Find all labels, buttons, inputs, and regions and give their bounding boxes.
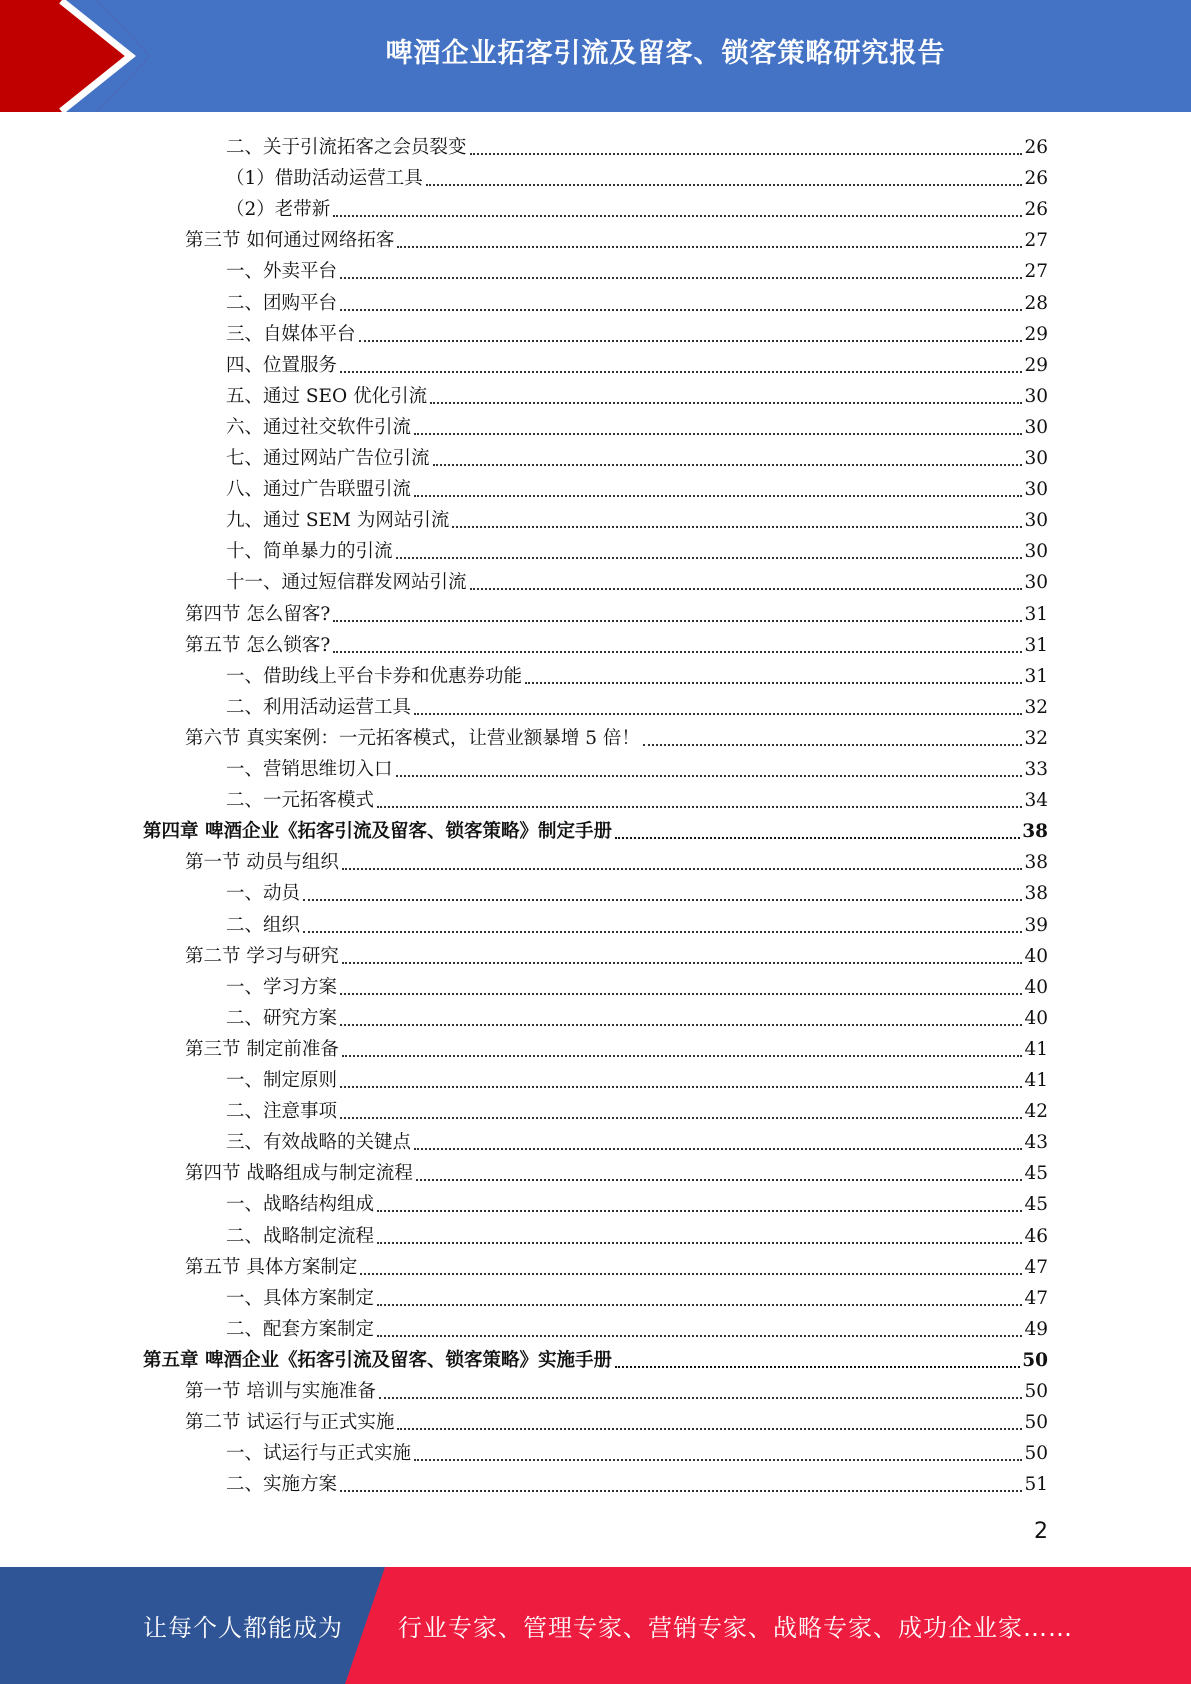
toc-entry-page: 26: [1024, 168, 1048, 190]
toc-entry-title: 一、外卖平台: [226, 261, 338, 283]
toc-entry-title: 二、组织: [226, 914, 301, 936]
toc-entry-page: 50: [1024, 1412, 1048, 1434]
toc-dot-leader: [342, 962, 1023, 964]
toc-dot-leader: [342, 1055, 1023, 1057]
toc-entry-title: 一、战略结构组成: [226, 1194, 375, 1216]
toc-entry-page: 45: [1024, 1194, 1048, 1216]
toc-entry-title: 三、有效战略的关键点: [226, 1132, 412, 1154]
toc-dot-leader: [333, 215, 1022, 217]
toc-entry-title: 一、制定原则: [226, 1070, 338, 1091]
toc-dot-leader: [615, 1366, 1020, 1368]
toc-dot-leader: [396, 557, 1023, 559]
toc-subsection-entry[interactable]: [226, 906, 1048, 937]
toc-entry-title: 第一节 培训与实施准备: [185, 1381, 376, 1402]
toc-dot-leader: [414, 495, 1022, 497]
toc-entry-page: 42: [1024, 1101, 1048, 1123]
toc-entry-title: 二、配套方案制定: [226, 1318, 375, 1340]
toc-subsection-entry[interactable]: [226, 1465, 1048, 1496]
toc-entry-page: 34: [1024, 790, 1048, 812]
toc-subsection-entry[interactable]: [226, 284, 1048, 315]
toc-dot-leader: [377, 1304, 1022, 1306]
page-footer: [0, 1567, 1191, 1684]
toc-dot-leader: [377, 1242, 1022, 1244]
toc-subsection-entry[interactable]: [226, 190, 1048, 221]
toc-dot-leader: [470, 153, 1023, 155]
toc-section-entry[interactable]: [185, 1248, 1048, 1279]
toc-entry-title: 五、通过 SEO 优化引流: [226, 385, 428, 407]
toc-entry-title: 十、简单暴力的引流: [226, 541, 393, 563]
toc-dot-leader: [340, 1086, 1022, 1088]
toc-subsection-entry[interactable]: [226, 252, 1048, 283]
toc-entry-page: 30: [1024, 541, 1048, 563]
toc-entry-title: 一、借助线上平台卡券和优惠券功能: [226, 665, 523, 687]
toc-entry-page: 49: [1024, 1318, 1048, 1340]
toc-entry-page: 39: [1024, 914, 1048, 936]
toc-entry-title: 一、动员: [226, 883, 301, 905]
toc-entry-title: 第二节 学习与研究: [185, 945, 339, 967]
toc-subsection-entry[interactable]: [226, 874, 1048, 905]
toc-entry-page: 40: [1024, 1007, 1048, 1029]
toc-dot-leader: [340, 993, 1022, 995]
toc-subsection-entry[interactable]: [226, 377, 1048, 408]
toc-entry-title: 三、自媒体平台: [226, 323, 356, 345]
toc-entry-page: 28: [1024, 292, 1048, 314]
toc-entry-title: 二、实施方案: [226, 1474, 338, 1496]
toc-chapter-entry[interactable]: [143, 812, 1048, 843]
toc-entry-page: 30: [1024, 416, 1048, 438]
toc-dot-leader: [430, 402, 1022, 404]
toc-entry-title: 二、注意事项: [226, 1101, 338, 1123]
toc-chapter-entry[interactable]: [143, 1341, 1048, 1372]
toc-dot-leader: [396, 775, 1023, 777]
toc-entry-page: 47: [1024, 1256, 1048, 1278]
header-title: 啤酒企业拓客引流及留客、锁客策略研究报告: [385, 37, 946, 69]
toc-entry-page: 30: [1024, 572, 1048, 594]
toc-subsection-entry[interactable]: [226, 501, 1048, 532]
toc-entry-page: 41: [1024, 1070, 1048, 1091]
toc-dot-leader: [414, 713, 1022, 715]
header-red-arrow-logo: [0, 0, 155, 112]
toc-dot-leader: [340, 1117, 1022, 1119]
toc-entry-title: 第三节 如何通过网络拓客: [185, 230, 395, 252]
toc-entry-page: 41: [1024, 1038, 1048, 1060]
toc-entry-page: 38: [1022, 821, 1048, 843]
toc-dot-leader: [377, 806, 1022, 808]
footer-slogan-right: 行业专家、管理专家、营销专家、战略专家、成功企业家……: [398, 1614, 1073, 1642]
toc-entry-title: 第五节 怎么锁客?: [185, 634, 331, 656]
toc-section-entry[interactable]: [185, 719, 1048, 750]
toc-subsection-entry[interactable]: [226, 532, 1048, 563]
toc-dot-leader: [615, 837, 1020, 839]
toc-dot-leader: [359, 340, 1023, 342]
toc-subsection-entry[interactable]: [226, 346, 1048, 377]
toc-entry-page: 38: [1024, 852, 1048, 874]
toc-entry-page: 38: [1024, 883, 1048, 905]
toc-entry-title: 一、具体方案制定: [226, 1287, 375, 1309]
toc-entry-title: 四、位置服务: [226, 354, 338, 376]
toc-subsection-entry[interactable]: [226, 159, 1048, 190]
toc-entry-title: 一、营销思维切入口: [226, 759, 393, 780]
toc-dot-leader: [340, 309, 1022, 311]
toc-dot-leader: [340, 371, 1022, 373]
toc-subsection-entry[interactable]: [226, 1092, 1048, 1123]
toc-dot-leader: [414, 1148, 1022, 1150]
toc-dot-leader: [303, 899, 1022, 901]
toc-entry-title: 二、利用活动运营工具: [226, 696, 412, 718]
toc-entry-title: 第六节 真实案例：一元拓客模式，让营业额暴增 5 倍！: [185, 727, 640, 749]
page-number: 2: [1034, 1519, 1048, 1544]
toc-subsection-entry[interactable]: [226, 750, 1048, 781]
toc-subsection-entry[interactable]: [226, 1279, 1048, 1310]
toc-entry-page: 30: [1024, 385, 1048, 407]
toc-section-entry[interactable]: [185, 595, 1048, 626]
toc-section-entry[interactable]: [185, 1372, 1048, 1403]
toc-dot-leader: [397, 1428, 1022, 1430]
toc-dot-leader: [416, 1179, 1023, 1181]
toc-entry-page: 26: [1024, 199, 1048, 221]
toc-entry-title: 八、通过广告联盟引流: [226, 479, 412, 501]
toc-subsection-entry[interactable]: [226, 781, 1048, 812]
toc-entry-page: 50: [1022, 1349, 1048, 1371]
toc-dot-leader: [414, 1459, 1022, 1461]
toc-dot-leader: [397, 246, 1022, 248]
toc-subsection-entry[interactable]: [226, 408, 1048, 439]
toc-dot-leader: [377, 1210, 1022, 1212]
toc-dot-leader: [340, 277, 1022, 279]
toc-entry-title: 第三节 制定前准备: [185, 1038, 339, 1060]
toc-entry-page: 33: [1024, 759, 1048, 780]
toc-entry-page: 51: [1024, 1474, 1048, 1496]
toc-entry-page: 50: [1024, 1443, 1048, 1465]
toc-entry-page: 30: [1024, 510, 1048, 532]
toc-section-entry[interactable]: [185, 937, 1048, 968]
toc-entry-page: 50: [1024, 1381, 1048, 1402]
toc-entry-page: 31: [1024, 665, 1048, 687]
toc-entry-page: 47: [1024, 1287, 1048, 1309]
toc-entry-page: 31: [1024, 634, 1048, 656]
toc-subsection-entry[interactable]: [226, 315, 1048, 346]
toc-dot-leader: [333, 651, 1022, 653]
toc-subsection-entry[interactable]: [226, 128, 1048, 159]
toc-subsection-entry[interactable]: [226, 657, 1048, 688]
toc-dot-leader: [379, 1397, 1023, 1399]
toc-dot-leader: [360, 1273, 1022, 1275]
toc-entry-title: 二、团购平台: [226, 292, 338, 314]
toc-entry-title: 六、通过社交软件引流: [226, 416, 412, 438]
toc-dot-leader: [426, 184, 1023, 186]
toc-entry-page: 31: [1024, 603, 1048, 625]
toc-entry-page: 29: [1024, 354, 1048, 376]
toc-entry-page: 46: [1024, 1225, 1048, 1247]
toc-dot-leader: [414, 433, 1022, 435]
toc-entry-title: 第二节 试运行与正式实施: [185, 1412, 395, 1434]
toc-entry-title: 二、关于引流拓客之会员裂变: [226, 137, 467, 158]
toc-entry-title: （1）借助活动运营工具: [226, 168, 423, 190]
toc-entry-title: 第四节 战略组成与制定流程: [185, 1163, 413, 1185]
toc-entry-title: 二、战略制定流程: [226, 1225, 375, 1247]
toc-subsection-entry[interactable]: [226, 1185, 1048, 1216]
toc-entry-title: 二、一元拓客模式: [226, 790, 375, 812]
toc-dot-leader: [433, 464, 1023, 466]
toc-dot-leader: [643, 744, 1023, 746]
toc-subsection-entry[interactable]: [226, 1123, 1048, 1154]
toc-entry-page: 43: [1024, 1132, 1048, 1154]
toc-section-entry[interactable]: [185, 221, 1048, 252]
toc-subsection-entry[interactable]: [226, 688, 1048, 719]
toc-entry-page: 27: [1024, 261, 1048, 283]
toc-entry-page: 27: [1024, 230, 1048, 252]
toc-entry-title: 九、通过 SEM 为网站引流: [226, 510, 450, 532]
toc-entry-title: 第一节 动员与组织: [185, 852, 339, 874]
toc-dot-leader: [342, 868, 1023, 870]
toc-entry-title: 一、试运行与正式实施: [226, 1443, 412, 1465]
toc-entry-title: 七、通过网站广告位引流: [226, 448, 430, 469]
toc-entry-page: 40: [1024, 976, 1048, 998]
toc-subsection-entry[interactable]: [226, 1310, 1048, 1341]
toc-dot-leader: [452, 526, 1022, 528]
toc-section-entry[interactable]: [185, 626, 1048, 657]
toc-entry-title: 第四节 怎么留客?: [185, 603, 331, 625]
toc-entry-page: 26: [1024, 137, 1048, 158]
toc-entry-page: 30: [1024, 479, 1048, 501]
toc-subsection-entry[interactable]: [226, 1217, 1048, 1248]
toc-entry-title: 一、学习方案: [226, 976, 338, 998]
toc-subsection-entry[interactable]: [226, 563, 1048, 594]
toc-subsection-entry[interactable]: [226, 1434, 1048, 1465]
toc-dot-leader: [333, 620, 1022, 622]
toc-dot-leader: [377, 1335, 1022, 1337]
toc-section-entry[interactable]: [185, 843, 1048, 874]
toc-entry-title: 第五章 啤酒企业《拓客引流及留客、锁客策略》实施手册: [143, 1349, 612, 1371]
page-header: [0, 0, 1191, 112]
toc-entry-page: 29: [1024, 323, 1048, 345]
toc-section-entry[interactable]: [185, 1154, 1048, 1185]
toc-entry-page: 32: [1024, 727, 1048, 749]
toc-entry-page: 45: [1024, 1163, 1048, 1185]
toc-subsection-entry[interactable]: [226, 439, 1048, 470]
toc-entry-title: 二、研究方案: [226, 1007, 338, 1029]
toc-entry-title: 十一、通过短信群发网站引流: [226, 572, 467, 594]
toc-subsection-entry[interactable]: [226, 968, 1048, 999]
toc-dot-leader: [303, 931, 1022, 933]
toc-section-entry[interactable]: [185, 1403, 1048, 1434]
toc-subsection-entry[interactable]: [226, 470, 1048, 501]
toc-entry-title: （2）老带新: [226, 199, 331, 221]
toc-entry-page: 30: [1024, 448, 1048, 469]
toc-dot-leader: [340, 1024, 1022, 1026]
toc-entry-title: 第五节 具体方案制定: [185, 1256, 358, 1278]
toc-dot-leader: [470, 588, 1023, 590]
toc-dot-leader: [340, 1490, 1022, 1492]
toc-dot-leader: [525, 682, 1022, 684]
toc-entry-page: 40: [1024, 945, 1048, 967]
toc-entry-title: 第四章 啤酒企业《拓客引流及留客、锁客策略》制定手册: [143, 821, 612, 843]
footer-slogan-left: 让每个人都能成为: [143, 1614, 343, 1642]
toc-subsection-entry[interactable]: [226, 1061, 1048, 1092]
toc-subsection-entry[interactable]: [226, 999, 1048, 1030]
toc-entry-page: 32: [1024, 696, 1048, 718]
toc-section-entry[interactable]: [185, 1030, 1048, 1061]
